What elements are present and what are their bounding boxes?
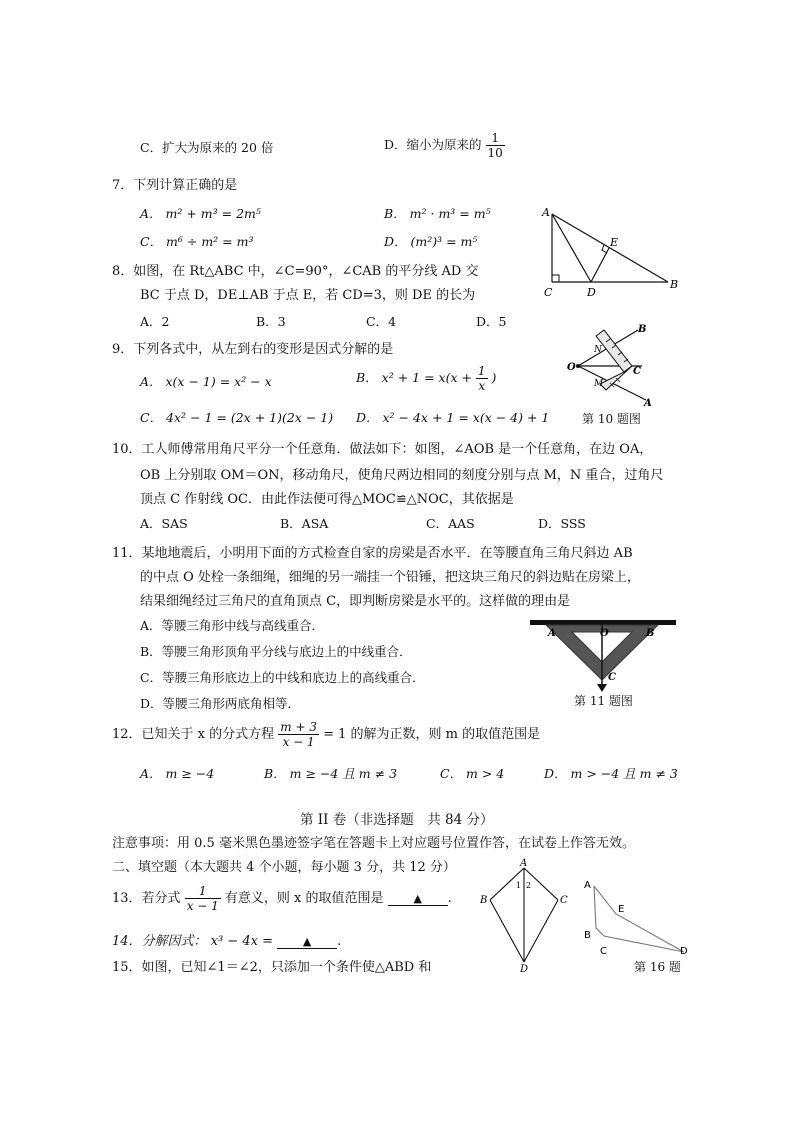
q11-line1: 11．某地地震后，小明用下面的方式检查自家的房梁是否水平．在等腰直角三角尺斜边 AB xyxy=(112,546,633,561)
fig11-label-b: B xyxy=(646,628,655,639)
q8-stem-line2: BC 于点 D，DE⊥AB 于点 E，若 CD=3，则 DE 的长为 xyxy=(140,288,476,303)
fig16-label-c: C xyxy=(600,946,607,957)
q10-option-a: A．SAS xyxy=(140,516,188,531)
part2-title: 第 II 卷（非选择题 共 84 分） xyxy=(300,812,494,828)
q9-option-b-prefix: B． x² + 1 = x(x + xyxy=(356,370,472,385)
fig11-label-c: C xyxy=(608,672,616,683)
fig10-figure xyxy=(566,322,676,408)
q8-option-a: A．2 xyxy=(140,314,170,329)
q12-stem-suffix: = 1 的解为正数，则 m 的取值范围是 xyxy=(323,727,541,742)
fig10-label-o: O xyxy=(567,362,576,373)
q14-end: . xyxy=(337,934,342,949)
q11-line2: 的中点 O 处栓一条细绳，细绳的另一端挂一个铅锤，把这块三角尺的斜边贴在房梁上， xyxy=(140,570,640,585)
q6-option-d-fraction xyxy=(486,131,505,160)
q8-option-c: C．4 xyxy=(366,314,397,329)
q15-figure xyxy=(478,858,570,974)
q15-stem: 15．如图，已知∠1＝∠2，只添加一个条件使△ABD 和 xyxy=(112,960,432,975)
fig16-label-b: B xyxy=(584,930,591,941)
q12-option-d: D． m > −4 且 m ≠ 3 xyxy=(544,766,678,781)
q15-label-a: A xyxy=(520,858,528,869)
q8-label-e: E xyxy=(610,236,619,249)
q9-option-a: A． x(x − 1) = x² − x xyxy=(140,374,272,389)
q7-option-c: C． m⁶ ÷ m² = m³ xyxy=(140,234,254,249)
q12-frac-num: m + 3 xyxy=(280,720,317,734)
q7-option-d: D． (m²)³ = m⁵ xyxy=(384,234,478,249)
part2-notice: 注意事项：用 0.5 毫米黑色墨迹签字笔在答题卡上对应题号位置作答，在试卷上作答无效。 xyxy=(112,836,635,851)
q9-frac-den: x xyxy=(478,379,486,393)
q10-line1: 10．工人师傅常用角尺平分一个任意角．做法如下：如图，∠AOB 是一个任意角，在边 OA， xyxy=(112,442,653,457)
q14-prefix: 14．分解因式： x³ − 4x = xyxy=(112,934,274,949)
q9-option-b xyxy=(356,364,496,393)
q13-prefix: 13．若分式 xyxy=(112,891,181,906)
q15-angle-1: 1 xyxy=(516,881,522,890)
q7-stem: 7．下列计算正确的是 xyxy=(112,178,238,193)
q15-label-c: C xyxy=(560,895,568,906)
q9-stem: 9．下列各式中，从左到右的变形是因式分解的是 xyxy=(112,342,394,357)
q8-label-a: A xyxy=(542,206,550,219)
fig16-label-d: D xyxy=(680,946,688,957)
q13-frac-num: 1 xyxy=(185,884,221,899)
q15-label-d: D xyxy=(520,964,529,974)
q14-answer-blank[interactable]: ▲ xyxy=(277,936,337,949)
fig11-plumb-bob xyxy=(597,684,607,692)
q10-option-b: B．ASA xyxy=(280,516,329,531)
q8-right-angle-mark xyxy=(552,275,559,282)
q8-label-c: C xyxy=(544,286,553,299)
q8-option-b: B．3 xyxy=(256,314,286,329)
q15-label-b: B xyxy=(480,895,488,906)
q6-option-d xyxy=(384,131,505,160)
q8-stem-line1: 8．如图，在 Rt△ABC 中，∠C=90°，∠CAB 的平分线 AD 交 xyxy=(112,264,479,279)
q12-frac-den: x − 1 xyxy=(282,735,315,749)
q11-option-b: B．等腰三角形顶角平分线与底边上的中线重合． xyxy=(140,644,412,659)
q15-angle-2: 2 xyxy=(526,881,532,890)
q11-option-c: C．等腰三角形底边上的中线和底边上的高线重合． xyxy=(140,670,425,685)
q9-option-b-suffix: ) xyxy=(491,370,497,385)
q12-option-c: C． m > 4 xyxy=(440,766,505,781)
q6-option-c: C．扩大为原来的 20 倍 xyxy=(140,140,274,155)
q6-option-d-prefix: D．缩小为原来的 xyxy=(384,137,482,152)
fig10-label-b: B xyxy=(638,324,647,335)
q7-option-b: B． m² · m³ = m⁵ xyxy=(384,206,491,221)
q9-option-c: C． 4x² − 1 = (2x + 1)(2x − 1) xyxy=(140,410,334,425)
fig16-label-e: E xyxy=(618,904,625,915)
q13-fraction xyxy=(185,884,221,913)
q12-fraction xyxy=(278,720,319,749)
q13-stem xyxy=(112,884,452,913)
fig16-label-a: A xyxy=(584,880,591,891)
q8-figure xyxy=(538,200,683,300)
q12-stem-prefix: 12．已知关于 x 的分式方程 xyxy=(112,727,275,742)
fig10-caption: 第 10 题图 xyxy=(582,412,641,426)
q13-suffix: 有意义，则 x 的取值范围是 xyxy=(224,891,384,906)
q8-label-b: B xyxy=(670,278,679,291)
q9-frac-num: 1 xyxy=(477,364,486,378)
q6-frac-den: 10 xyxy=(487,146,503,160)
q6-frac-num: 1 xyxy=(486,131,505,146)
q13-end: . xyxy=(447,891,452,906)
q12-option-b: B． m ≥ −4 且 m ≠ 3 xyxy=(264,766,398,781)
q8-label-d: D xyxy=(587,286,596,299)
part2-section-heading: 二、填空题（本大题共 4 个小题，每小题 3 分，共 12 分） xyxy=(112,860,456,875)
fig11-caption: 第 11 题图 xyxy=(574,694,633,708)
q8-option-d: D．5 xyxy=(476,314,507,329)
fig10-label-a: A xyxy=(644,398,652,408)
q13-frac-den: x − 1 xyxy=(186,899,219,913)
q14-stem xyxy=(112,930,341,949)
fig11-figure xyxy=(528,618,678,694)
fig10-label-c: C xyxy=(633,366,641,377)
q13-answer-blank[interactable]: ▲ xyxy=(388,893,448,906)
fig16-shape xyxy=(594,886,684,952)
q10-option-c: C．AAS xyxy=(426,516,475,531)
q15-side-bd xyxy=(490,900,524,962)
q10-option-d: D．SSS xyxy=(538,516,586,531)
q12-option-a: A． m ≥ −4 xyxy=(140,766,215,781)
fig16-caption: 第 16 题 xyxy=(634,960,681,974)
q10-line3: 顶点 C 作射线 OC．由此作法便可得△MOC≌△NOC，其依据是 xyxy=(140,492,514,507)
fig11-label-o: O xyxy=(600,628,609,639)
q10-line2: OB 上分别取 OM＝ON，移动角尺，使角尺两边相同的刻度分别与点 M，N 重合，过角尺 xyxy=(140,468,664,483)
q11-option-d: D．等腰三角形两底角相等． xyxy=(140,696,301,711)
q11-line3: 结果细绳经过三角尺的直角顶点 C，即判断房梁是水平的。这样做的理由是 xyxy=(140,594,571,609)
q12-stem xyxy=(112,720,540,749)
fig10-label-m: M xyxy=(594,379,604,389)
fig10-label-n: N xyxy=(594,345,602,355)
q9-option-d: D． x² − 4x + 1 = x(x − 4) + 1 xyxy=(356,410,550,425)
fig11-beam xyxy=(530,620,676,625)
q7-option-a: A． m² + m³ = 2m⁵ xyxy=(140,206,261,221)
q9-option-b-fraction xyxy=(476,364,488,393)
q15-side-cd xyxy=(524,900,558,962)
q8-bisector-ad xyxy=(552,214,591,282)
fig11-label-a: A xyxy=(548,628,556,639)
q11-option-a: A．等腰三角形中线与高线重合． xyxy=(140,618,325,633)
